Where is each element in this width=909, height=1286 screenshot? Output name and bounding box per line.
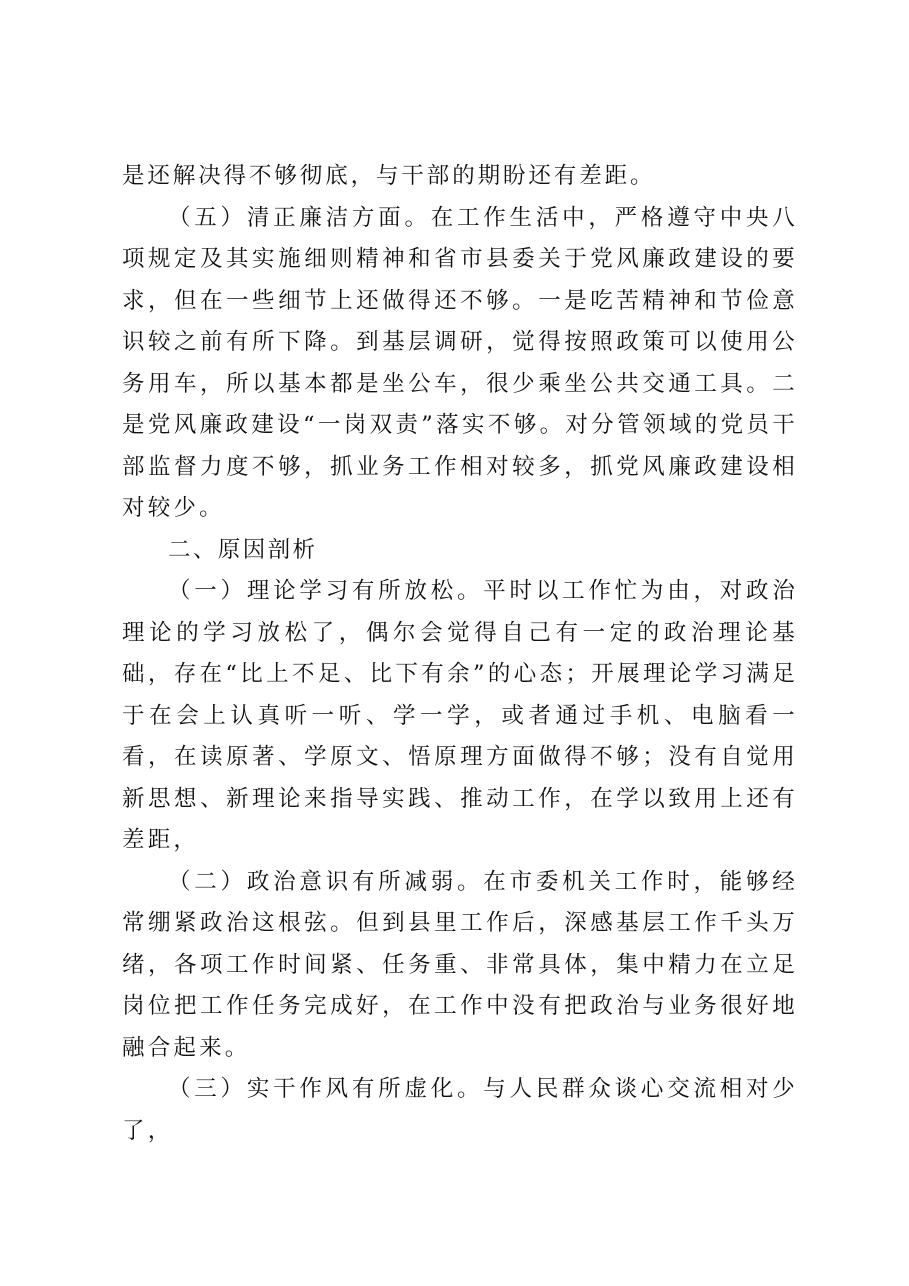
paragraph-continuation: 是还解决得不够彻底，与干部的期盼还有差距。 <box>122 163 656 189</box>
paragraph-clean-governance: （五）清正廉洁方面。在工作生活中，严格遵守中央八项规定及其实施细则精神和省市县委关于党风廉政建设的要求，但在一些细节上还做得还不够。一是吃苦精神和节俭意识较之前有所下降。到基层调研，觉得按照政策可以使用公务用车，所以基本都是坐公车，很少乘坐公共交通工具。二是党风廉政建设“一岗双责”落实不够。对分管领域的党员干部监督力度不够，抓业务工作相对较多，抓党风廉政建设相对较少。 <box>122 204 798 521</box>
paragraph-work-style: （三）实干作风有所虚化。与人民群众谈心交流相对少了， <box>122 1076 798 1144</box>
paragraph-political-awareness: （二）政治意识有所减弱。在市委机关工作时，能够经常绷紧政治这根弦。但到县里工作后，深感基层工作千头万绪，各项工作时间紧、任务重、非常具体，集中精力在立足岗位把工作任务完成好，在工作中没有把政治与业务很好地融合起来。 <box>122 868 798 1061</box>
paragraph-theory-study: （一）理论学习有所放松。平时以工作忙为由，对政治理论的学习放松了，偶尔会觉得自己有一定的政治理论基础，存在“比上不足、比下有余”的心态；开展理论学习满足于在会上认真听一听、学一学，或者通过手机、电脑看一看，在读原著、学原文、悟原理方面做得不够；没有自觉用新思想、新理论来指导实践、推动工作，在学以致用上还有差距， <box>122 578 798 853</box>
section-heading-cause-analysis: 二、原因剖析 <box>168 536 318 563</box>
document-body <box>122 156 798 1152</box>
